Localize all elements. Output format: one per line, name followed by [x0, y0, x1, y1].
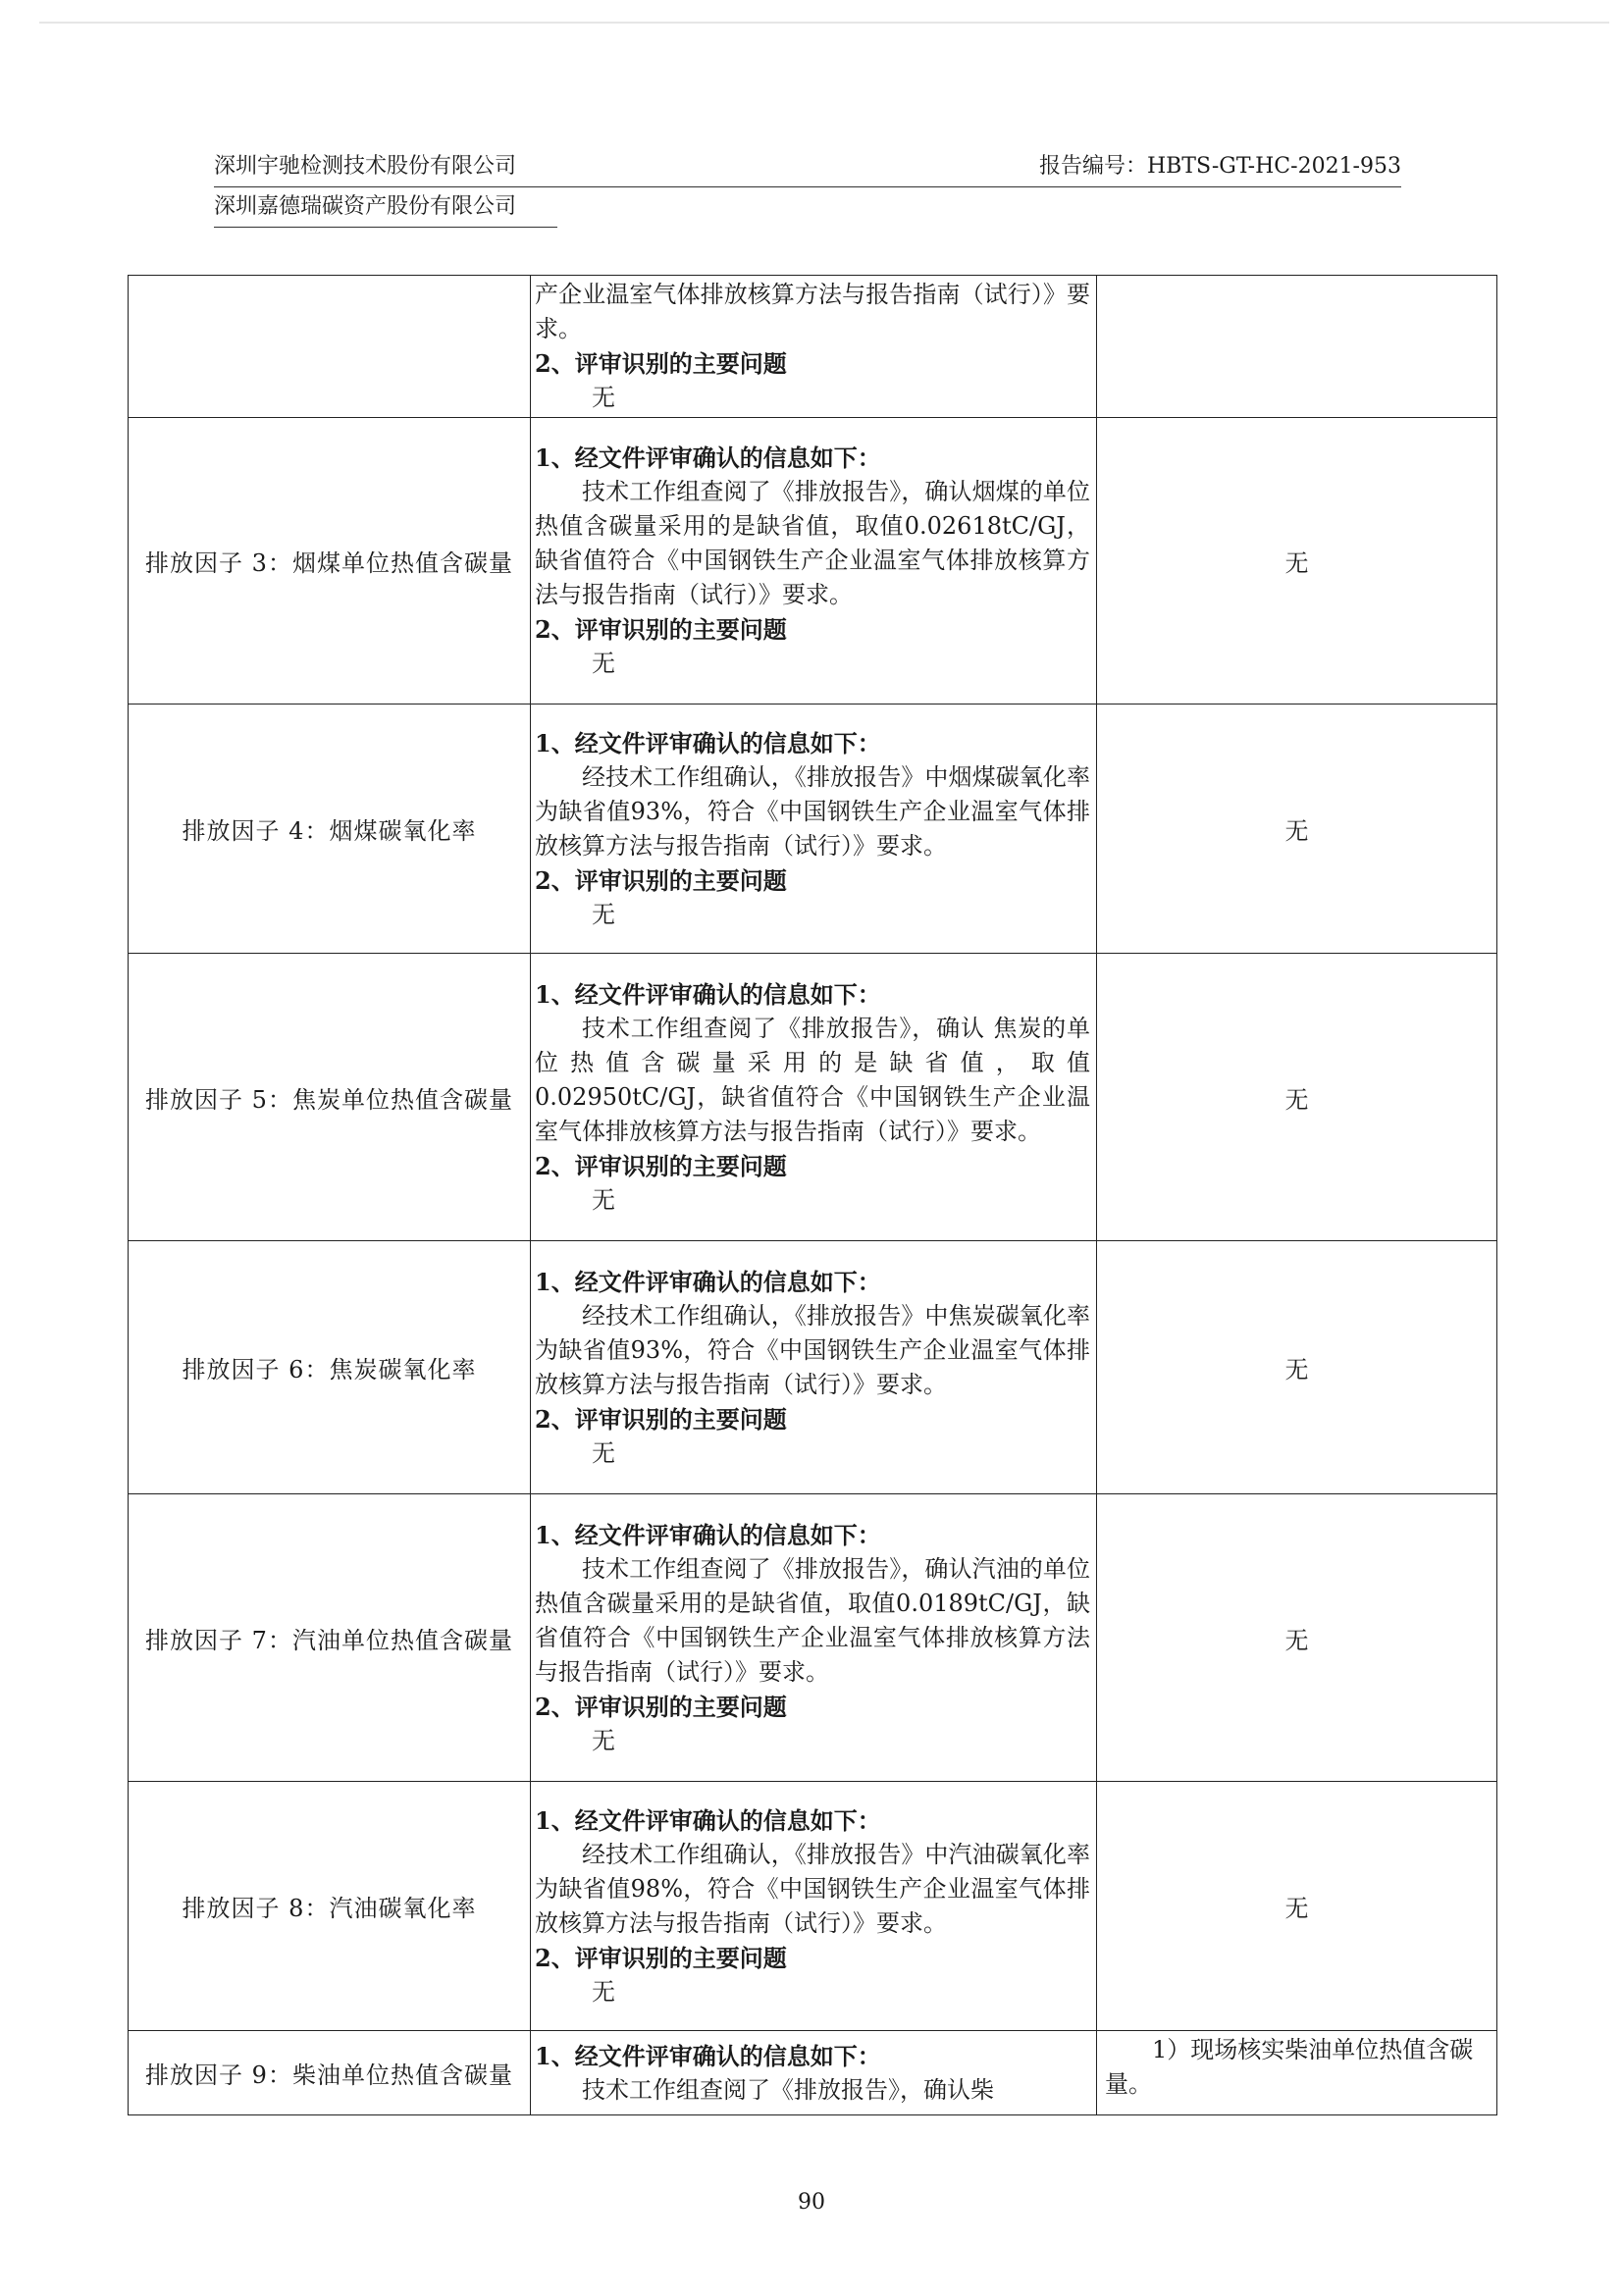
section-heading: 1、经文件评审确认的信息如下： — [535, 2041, 881, 2070]
table-row — [129, 1494, 1497, 1782]
table-row — [129, 954, 1497, 1241]
section-heading: 1、经文件评审确认的信息如下： — [535, 1520, 881, 1549]
section-heading: 2、评审识别的主要问题 — [535, 1151, 787, 1180]
section-heading: 2、评审识别的主要问题 — [535, 349, 787, 378]
review-content-cell — [531, 1782, 1097, 2031]
page-number: 90 — [798, 2190, 825, 2215]
review-table-body — [129, 276, 1497, 2115]
section-heading: 2、评审识别的主要问题 — [535, 1404, 787, 1434]
review-content-cell — [531, 276, 1097, 418]
no-issue-text: 无 — [592, 1438, 615, 1467]
no-issue-text: 无 — [592, 1726, 615, 1754]
section-heading: 2、评审识别的主要问题 — [535, 1692, 787, 1721]
review-content-cell — [531, 2031, 1097, 2115]
table-row — [129, 418, 1497, 704]
review-content-cell — [531, 704, 1097, 954]
section-heading: 1、经文件评审确认的信息如下： — [535, 728, 881, 757]
table-row — [129, 2031, 1497, 2115]
result-cell: 无 — [1097, 1241, 1497, 1494]
table-row — [129, 276, 1497, 418]
result-cell: 无 — [1097, 704, 1497, 954]
review-content-cell — [531, 954, 1097, 1241]
section-heading: 1、经文件评审确认的信息如下： — [535, 444, 881, 472]
emission-factor-cell: 排放因子 8：汽油碳氧化率 — [129, 1782, 531, 2031]
result-cell: 无 — [1097, 954, 1497, 1241]
result-cell: 无 — [1097, 1782, 1497, 2031]
scan-edge-line — [39, 22, 1609, 24]
emission-factor-cell: 排放因子 6：焦炭碳氧化率 — [129, 1241, 531, 1494]
no-issue-text: 无 — [592, 1185, 615, 1214]
review-paragraph: 经技术工作组确认，《排放报告》中烟煤碳氧化率为缺省值93%，符合《中国钢铁生产企业温室气体排放核算方法与报告指南（试行）》要求。 — [535, 762, 1090, 860]
emission-factor-cell: 排放因子 7：汽油单位热值含碳量 — [129, 1494, 531, 1782]
section-heading: 1、经文件评审确认的信息如下： — [535, 1267, 881, 1296]
table-row — [129, 704, 1497, 954]
no-issue-text: 无 — [592, 650, 615, 677]
no-issue-text: 无 — [592, 384, 615, 411]
emission-factor-cell: 排放因子 5：焦炭单位热值含碳量 — [129, 954, 531, 1241]
review-paragraph: 技术工作组查阅了《排放报告》，确认柴 — [582, 2075, 994, 2104]
result-text: 1）现场核实柴油单位热值含碳量。 — [1105, 2036, 1474, 2098]
emission-factor-cell: 排放因子 3：烟煤单位热值含碳量 — [129, 418, 531, 704]
no-issue-text: 无 — [592, 1977, 615, 2006]
company-name-1: 深圳宇驰检测技术股份有限公司 — [214, 154, 517, 179]
company-name-2: 深圳嘉德瑞碳资产股份有限公司 — [214, 187, 557, 228]
report-number: 报告编号：HBTS-GT-HC-2021-953 — [1038, 154, 1401, 179]
result-cell — [1097, 276, 1497, 418]
review-paragraph: 经技术工作组确认，《排放报告》中汽油碳氧化率为缺省值98%，符合《中国钢铁生产企业温室气体排放核算方法与报告指南（试行）》要求。 — [535, 1840, 1090, 1937]
result-cell: 无 — [1097, 1494, 1497, 1782]
section-heading: 1、经文件评审确认的信息如下： — [535, 1805, 881, 1835]
review-paragraph: 经技术工作组确认，《排放报告》中焦炭碳氧化率为缺省值93%，符合《中国钢铁生产企业温室气体排放核算方法与报告指南（试行）》要求。 — [535, 1301, 1090, 1398]
table-row — [129, 1241, 1497, 1494]
review-paragraph: 产企业温室气体排放核算方法与报告指南（试行）》要求。 — [535, 281, 1090, 342]
emission-factor-cell: 排放因子 4：烟煤碳氧化率 — [129, 704, 531, 954]
emission-factor-cell — [129, 276, 531, 418]
review-content-cell — [531, 1494, 1097, 1782]
section-heading: 1、经文件评审确认的信息如下： — [535, 979, 881, 1009]
table-row — [129, 1782, 1497, 2031]
section-heading: 2、评审识别的主要问题 — [535, 865, 787, 895]
emission-factor-cell: 排放因子 9：柴油单位热值含碳量 — [129, 2031, 531, 2115]
review-paragraph: 技术工作组查阅了《排放报告》，确认汽油的单位热值含碳量采用的是缺省值，取值0.0189tC/GJ，缺省值符合《中国钢铁生产企业温室气体排放核算方法与报告指南（试行）》要求。 — [535, 1554, 1090, 1686]
result-cell: 无 — [1097, 418, 1497, 704]
section-heading: 2、评审识别的主要问题 — [535, 615, 787, 644]
review-content-cell — [531, 1241, 1097, 1494]
review-paragraph: 技术工作组查阅了《排放报告》，确认 焦炭的单位热值含碳量采用的是缺省值，取值0.02950tC/GJ，缺省值符合《中国钢铁生产企业温室气体排放核算方法与报告指南（试行）》要求。 — [535, 1014, 1090, 1145]
document-header — [214, 147, 1401, 228]
review-content-cell — [531, 418, 1097, 704]
header-row-1 — [214, 147, 1401, 187]
review-paragraph: 技术工作组查阅了《排放报告》，确认烟煤的单位热值含碳量采用的是缺省值，取值0.02618tC/GJ，缺省值符合《中国钢铁生产企业温室气体排放核算方法与报告指南（试行）》要求。 — [535, 478, 1090, 608]
result-cell — [1097, 2031, 1497, 2115]
no-issue-text: 无 — [592, 900, 615, 928]
section-heading: 2、评审识别的主要问题 — [535, 1943, 787, 1972]
review-table — [128, 275, 1497, 2115]
